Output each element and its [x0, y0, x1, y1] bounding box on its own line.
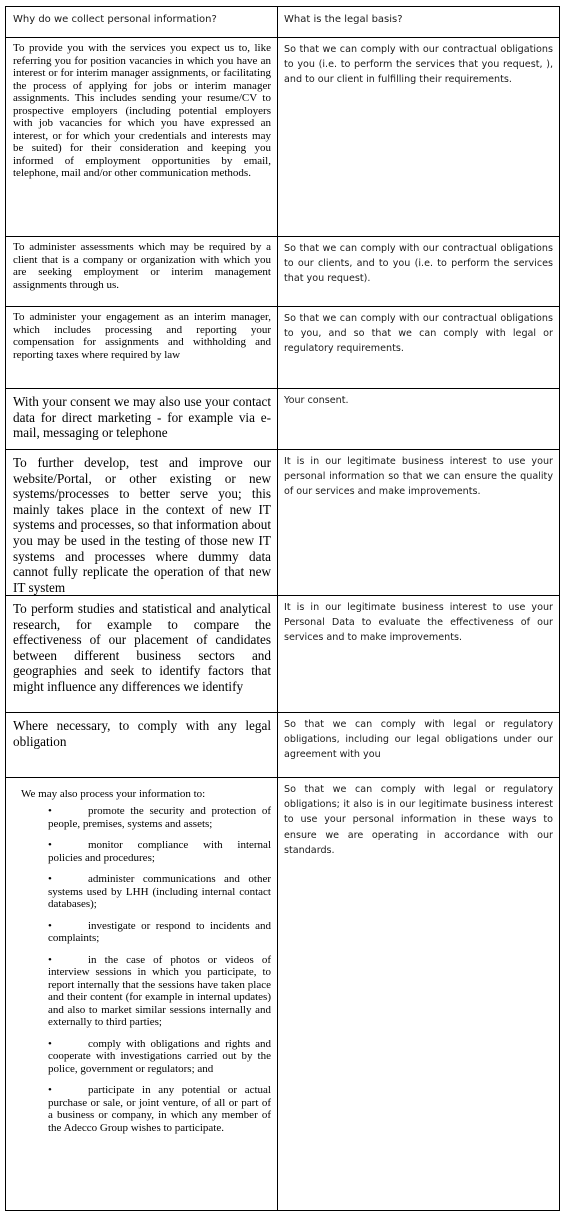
legal-basis-cell: Your consent. [284, 395, 349, 406]
bullet-icon [48, 839, 88, 852]
table-row [6, 389, 559, 450]
list-item: •promote the security and protection of people, premises, systems and assets; [48, 805, 271, 830]
table-row [6, 713, 559, 778]
table-row [6, 778, 559, 1210]
list-item: •participate in any potential or actual purchase or sale, or joint venture, of all or part of a business or company, in which any member of the Adecco Group wishes to participate. [48, 1084, 271, 1134]
legal-basis-cell: It is in our legitimate business interest to use your Personal Data to evaluate the effectiveness of our services and to make improvements. [284, 602, 553, 644]
purpose-cell: Where necessary, to comply with any legal obligation [6, 713, 278, 777]
legal-basis-table [5, 6, 560, 1211]
list-item: •in the case of photos or videos of interview sessions in which you participate, to report internally that the sessions have taken place and their content (for example in internal updates) and also to market similar sessions internally and externally to third parties; [48, 954, 271, 1029]
list-item: •monitor compliance with internal policies and procedures; [48, 839, 271, 864]
table-header-row [6, 7, 559, 38]
bullet-icon [48, 954, 88, 967]
purpose-intro: We may also process your information to: [21, 788, 206, 800]
purpose-cell [6, 778, 278, 1210]
legal-basis-cell: So that we can comply with our contractual obligations to our clients, and to you (i.e. to perform the services that you request). [284, 243, 553, 285]
purpose-cell: To further develop, test and improve our website/Portal, or other existing or new systems/processes to better serve you; this mainly takes place in the context of new IT systems and processes, so that information about you may be used in the testing of those new IT systems and processes where dummy data cannot fully replicate the operation of that new IT system [6, 450, 278, 595]
table-row [6, 38, 559, 237]
purpose-bullet-list [21, 805, 271, 1134]
list-item: •investigate or respond to incidents and complaints; [48, 920, 271, 945]
bullet-icon [48, 920, 88, 933]
purpose-cell: To administer assessments which may be required by a client that is a company or organization with which you are seeking employment or interim management assignments through us. [6, 237, 278, 306]
list-item: •administer communications and other systems used by LHH (including internal contact databases); [48, 873, 271, 911]
purpose-cell: To perform studies and statistical and analytical research, for example to compare the effectiveness of our placement of candidates between different business sectors and geographies and seek to identify factors that might influence any differences we identify [6, 596, 278, 712]
table-row [6, 596, 559, 713]
legal-basis-cell: So that we can comply with legal or regulatory obligations, including our legal obligations under our agreement with you [284, 719, 553, 761]
bullet-icon [48, 873, 88, 886]
legal-basis-cell: So that we can comply with our contractual obligations to you, and so that we can comply with legal or regulatory requirements. [284, 313, 553, 355]
bullet-icon [48, 805, 88, 818]
bullet-icon [48, 1038, 88, 1051]
purpose-cell: With your consent we may also use your contact data for direct marketing - for example via e-mail, messaging or telephone [6, 389, 278, 449]
column-header-legal-basis: What is the legal basis? [284, 14, 403, 25]
bullet-icon [48, 1084, 88, 1097]
table-row [6, 237, 559, 307]
list-item: •comply with obligations and rights and cooperate with investigations carried out by the police, government or regulators; and [48, 1038, 271, 1076]
purpose-cell: To administer your engagement as an interim manager, which includes processing and reporting your compensation for assignments and withholding and reporting taxes where required by law [6, 307, 278, 388]
legal-basis-cell: So that we can comply with legal or regulatory obligations; it also is in our legitimate business interest to use your personal information in these ways to ensure we are operating in accordance with our standards. [284, 784, 553, 856]
column-header-purpose: Why do we collect personal information? [6, 7, 278, 37]
purpose-cell: To provide you with the services you expect us to, like referring you for position vacancies in which you have an interest or for interim manager assignments, or facilitating the process of applying for jobs or interim manager assignments. This includes sending your resume/CV to prospective employers (including potential employers with job vacancies for which you have expressed an interest, or for which your credentials and interests may be suited) for their consideration and keeping you informed of employment opportunities by email, telephone, mail and/or other communication methods. [6, 38, 278, 236]
table-row [6, 307, 559, 389]
legal-basis-cell: So that we can comply with our contractual obligations to you (i.e. to perform the services that you request, ), and to our client in fulfilling their requirements. [284, 44, 553, 86]
legal-basis-cell: It is in our legitimate business interest to use your personal information so that we can ensure the quality of our services and make improvements. [284, 456, 553, 498]
table-row [6, 450, 559, 596]
